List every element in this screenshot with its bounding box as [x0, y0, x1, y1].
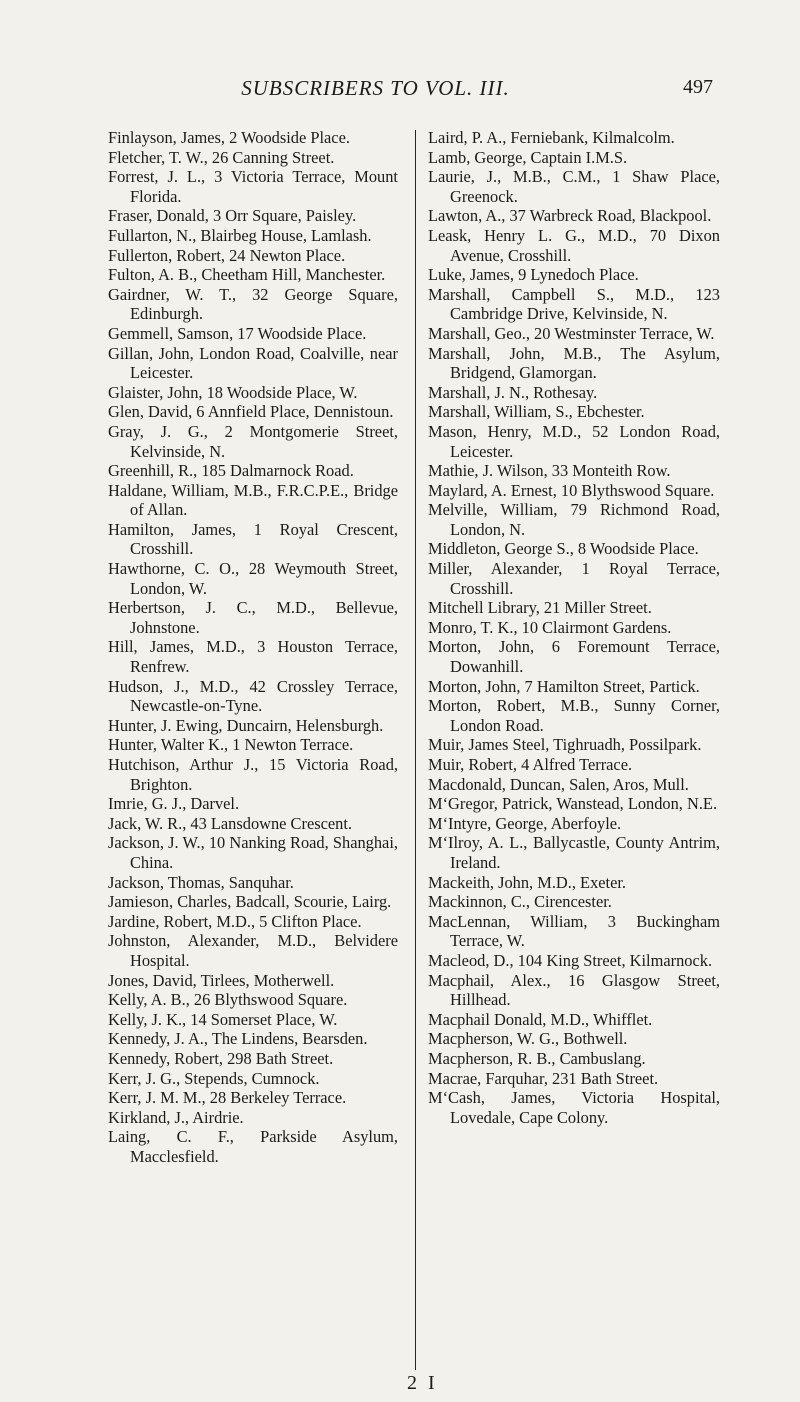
subscriber-entry: Kerr, J. G., Stepends, Cumnock.	[108, 1068, 320, 1088]
page-header	[108, 76, 713, 106]
subscriber-entry: Laird, P. A., Ferniebank, Kilmalcolm.	[428, 128, 675, 147]
subscriber-entry: Leask, Henry L. G., M.D., 70 Dixon Avenue, Crosshill.	[428, 225, 720, 265]
subscriber-entry: Glen, David, 6 Annfield Place, Dennistoun.	[108, 402, 394, 422]
subscriber-entry: Jardine, Robert, M.D., 5 Clifton Place.	[108, 911, 362, 931]
subscriber-entry: Lamb, George, Captain I.M.S.	[428, 147, 628, 167]
subscriber-entry: Johnston, Alexander, M.D., Belvidere Hospital.	[108, 931, 398, 970]
subscriber-entry: Mitchell Library, 21 Miller Street.	[428, 598, 652, 618]
subscriber-entry: M‘Ilroy, A. L., Ballycastle, County Antrim, Ireland.	[428, 833, 720, 872]
subscriber-entry: Miller, Alexander, 1 Royal Terrace, Crosshill.	[428, 559, 720, 598]
subscriber-entry: Gairdner, W. T., 32 George Square, Edinburgh.	[108, 284, 398, 324]
subscriber-entry: Middleton, George S., 8 Woodside Place.	[428, 539, 699, 559]
subscriber-entry: Laurie, J., M.B., C.M., 1 Shaw Place, Greenock.	[428, 167, 720, 206]
subscriber-entry: Macphail, Alex., 16 Glasgow Street, Hillhead.	[428, 970, 720, 1010]
subscriber-entry: Hunter, Walter K., 1 Newton Terrace.	[108, 735, 354, 755]
subscriber-entry: Lawton, A., 37 Warbreck Road, Blackpool.	[428, 206, 712, 226]
subscriber-entry: Greenhill, R., 185 Dalmarnock Road.	[108, 461, 354, 481]
page-number: 497	[683, 76, 713, 98]
subscriber-entry: Kelly, J. K., 14 Somerset Place, W.	[108, 1009, 338, 1029]
subscriber-entry: Macphail Donald, M.D., Whifflet.	[428, 1009, 653, 1029]
subscriber-entry: Mason, Henry, M.D., 52 London Road, Leicester.	[428, 421, 720, 461]
subscriber-entry: Jackson, J. W., 10 Nanking Road, Shanghai, China.	[108, 833, 398, 872]
subscriber-entry: Jamieson, Charles, Badcall, Scourie, Lairg.	[108, 892, 392, 912]
subscriber-entry: Fullarton, N., Blairbeg House, Lamlash.	[108, 225, 372, 245]
subscriber-entry: Jackson, Thomas, Sanquhar.	[108, 872, 294, 892]
subscriber-entry: Haldane, William, M.B., F.R.C.P.E., Bridge of Allan.	[108, 480, 398, 520]
subscriber-entry: Kelly, A. B., 26 Blythswood Square.	[108, 990, 348, 1010]
subscriber-entry: Mathie, J. Wilson, 33 Monteith Row.	[428, 461, 671, 481]
subscriber-entry: Glaister, John, 18 Woodside Place, W.	[108, 382, 358, 402]
subscriber-entry: Gillan, John, London Road, Coalville, near Leicester.	[108, 343, 398, 383]
column-divider	[415, 130, 416, 1370]
subscriber-entry: Morton, John, 7 Hamilton Street, Partick.	[428, 676, 700, 696]
subscriber-entry: Fletcher, T. W., 26 Canning Street.	[108, 147, 335, 167]
subscriber-entry: Laing, C. F., Parkside Asylum, Macclesfield.	[108, 1127, 398, 1166]
subscriber-entry: Imrie, G. J., Darvel.	[108, 794, 240, 814]
subscriber-entry: Fulton, A. B., Cheetham Hill, Manchester.	[108, 265, 386, 285]
subscriber-entry: MacLennan, William, 3 Buckingham Terrace, W.	[428, 911, 720, 951]
subscriber-entry: Kerr, J. M. M., 28 Berkeley Terrace.	[108, 1088, 347, 1108]
subscriber-entry: Macpherson, W. G., Bothwell.	[428, 1029, 628, 1049]
subscriber-entry: Macleod, D., 104 King Street, Kilmarnock.	[428, 950, 713, 970]
subscriber-entry: Finlayson, James, 2 Woodside Place.	[108, 128, 350, 147]
subscriber-entry: Hamilton, James, 1 Royal Crescent, Crosshill.	[108, 519, 398, 559]
subscriber-entry: Herbertson, J. C., M.D., Bellevue, Johnstone.	[108, 598, 398, 637]
subscriber-entry: Fullerton, Robert, 24 Newton Place.	[108, 245, 346, 265]
subscriber-entry: Hawthorne, C. O., 28 Weymouth Street, London, W.	[108, 559, 398, 598]
subscriber-entry: Macpherson, R. B., Cambuslang.	[428, 1048, 646, 1068]
subscriber-entry: Macrae, Farquhar, 231 Bath Street.	[428, 1068, 659, 1088]
subscriber-entry: Gemmell, Samson, 17 Woodside Place.	[108, 323, 367, 343]
subscriber-entry: Morton, Robert, M.B., Sunny Corner, London Road.	[428, 696, 720, 735]
subscriber-entry: Mackeith, John, M.D., Exeter.	[428, 872, 627, 892]
subscriber-entry: Kennedy, J. A., The Lindens, Bearsden.	[108, 1029, 368, 1049]
subscriber-entry: Marshall, William, S., Ebchester.	[428, 402, 645, 422]
subscriber-entry: Mackinnon, C., Cirencester.	[428, 892, 612, 912]
subscriber-entry: Hunter, J. Ewing, Duncairn, Helensburgh.	[108, 715, 384, 735]
subscriber-entry: Monro, T. K., 10 Clairmont Gardens.	[428, 617, 672, 637]
subscriber-entry: Marshall, Geo., 20 Westminster Terrace, W.	[428, 323, 715, 343]
subscriber-entry: Hutchison, Arthur J., 15 Victoria Road, Brighton.	[108, 755, 398, 794]
subscriber-entry: Morton, John, 6 Foremount Terrace, Dowanhill.	[428, 637, 720, 677]
subscriber-entry: Jack, W. R., 43 Lansdowne Crescent.	[108, 813, 352, 833]
subscriber-entry: Luke, James, 9 Lynedoch Place.	[428, 265, 639, 285]
running-head: SUBSCRIBERS TO VOL. III.	[241, 76, 510, 100]
subscriber-entry: Marshall, Campbell S., M.D., 123 Cambridge Drive, Kelvinside, N.	[428, 284, 720, 324]
subscriber-entry: Marshall, J. N., Rothesay.	[428, 382, 598, 402]
left-column	[108, 128, 398, 1166]
subscriber-entry: Melville, William, 79 Richmond Road, London, N.	[428, 500, 720, 539]
subscriber-entry: M‘Intyre, George, Aberfoyle.	[428, 813, 622, 833]
subscriber-entry: Macdonald, Duncan, Salen, Aros, Mull.	[428, 774, 689, 794]
right-column	[428, 128, 720, 1127]
subscriber-entry: Gray, J. G., 2 Montgomerie Street, Kelvinside, N.	[108, 421, 398, 461]
subscriber-entry: Kennedy, Robert, 298 Bath Street.	[108, 1048, 334, 1068]
subscriber-entry: M‘Cash, James, Victoria Hospital, Lovedale, Cape Colony.	[428, 1088, 720, 1127]
subscriber-entry: Kirkland, J., Airdrie.	[108, 1107, 244, 1127]
subscriber-entry: Jones, David, Tirlees, Motherwell.	[108, 970, 335, 990]
subscriber-entry: Maylard, A. Ernest, 10 Blythswood Square.	[428, 480, 715, 500]
subscriber-entry: Marshall, John, M.B., The Asylum, Bridgend, Glamorgan.	[428, 343, 720, 383]
subscriber-entry: Muir, James Steel, Tighruadh, Possilpark.	[428, 735, 702, 755]
signature-mark: 2 I	[407, 1372, 438, 1394]
subscriber-entry: Hill, James, M.D., 3 Houston Terrace, Renfrew.	[108, 637, 398, 677]
subscriber-entry: Fraser, Donald, 3 Orr Square, Paisley.	[108, 206, 357, 226]
subscriber-entry: Forrest, J. L., 3 Victoria Terrace, Mount Florida.	[108, 167, 398, 206]
subscriber-entry: M‘Gregor, Patrick, Wanstead, London, N.E.	[428, 794, 718, 814]
subscriber-entry: Muir, Robert, 4 Alfred Terrace.	[428, 755, 633, 774]
subscriber-entry: Hudson, J., M.D., 42 Crossley Terrace, Newcastle-on-Tyne.	[108, 676, 398, 716]
